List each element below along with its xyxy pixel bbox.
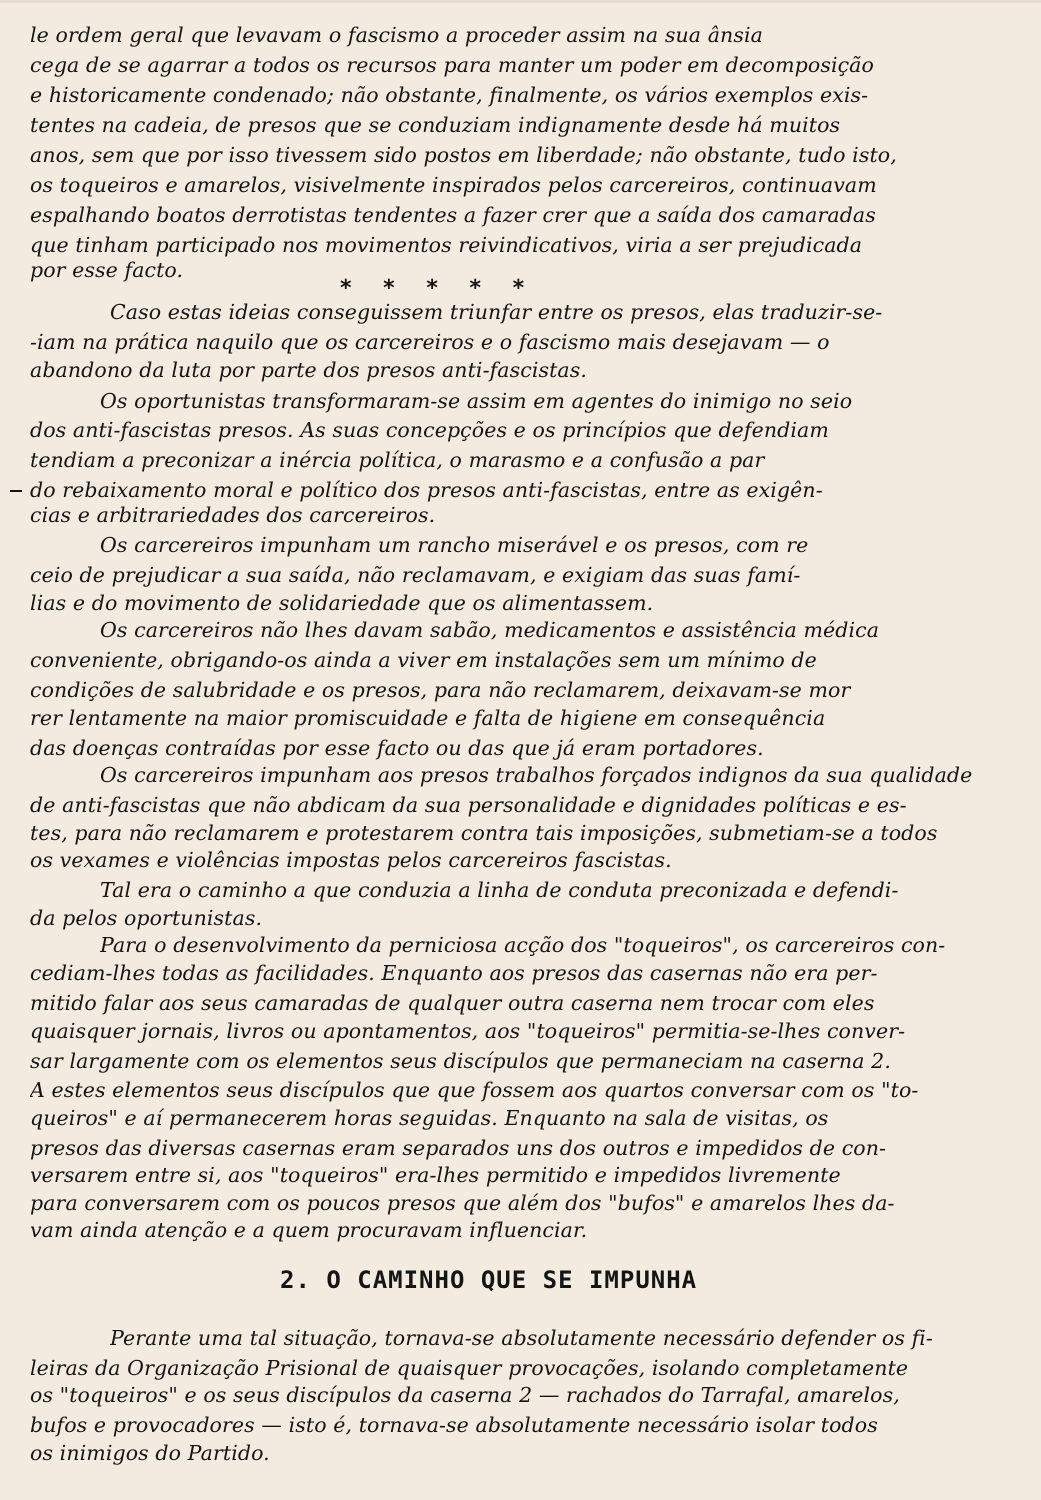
text-line: por esse facto. — [30, 258, 184, 282]
text-line: le ordem geral que levavam o fascismo a proceder assim na sua ânsia — [30, 23, 763, 47]
text-line: anos, sem que por isso tivessem sido postos em liberdade; não obstante, tudo isto, — [30, 143, 897, 167]
text-line: os vexames e violências impostas pelos carcereiros fascistas. — [30, 848, 672, 872]
text-line: bufos e provocadores — isto é, tornava-se absolutamente necessário isolar todos — [30, 1413, 878, 1437]
text-line: cega de se agarrar a todos os recursos para manter um poder em decomposição — [30, 53, 874, 77]
text-line: de anti-fascistas que não abdicam da sua personalidade e dignidades políticas e es- — [30, 793, 907, 817]
text-line: abandono da luta por parte dos presos anti-fascistas. — [30, 358, 587, 382]
text-line: leiras da Organização Prisional de quaisquer provocações, isolando completamente — [30, 1356, 909, 1380]
text-line: cias e arbitrariedades dos carcereiros. — [30, 503, 436, 527]
text-line: e historicamente condenado; não obstante, finalmente, os vários exemplos exis- — [30, 83, 869, 107]
text-line: os "toqueiros" e os seus discípulos da caserna 2 — rachados do Tarrafal, amarelos, — [30, 1383, 900, 1407]
text-line: da pelos oportunistas. — [30, 906, 263, 930]
text-line: rer lentamente na maior promiscuidade e falta de higiene em consequência — [30, 706, 826, 730]
text-line: queiros" e aí permanecerem horas seguidas. Enquanto na sala de visitas, os — [30, 1106, 829, 1130]
text-line: condições de salubridade e os presos, para não reclamarem, deixavam-se mor — [30, 678, 851, 702]
section-heading: 2. O CAMINHO QUE SE IMPUNHA — [280, 1266, 698, 1294]
text-line: quaisquer jornais, livros ou apontamentos, aos "toqueiros" permitia-se-lhes conver- — [30, 1019, 906, 1043]
text-line: Caso estas ideias conseguissem triunfar entre os presos, elas traduzir-se- — [110, 300, 883, 324]
text-line: Os carcereiros impunham um rancho miserável e os presos, com re — [100, 533, 809, 557]
text-line: presos das diversas casernas eram separados uns dos outros e impedidos de con- — [30, 1136, 887, 1160]
text-line: lias e do movimento de solidariedade que os alimentassem. — [30, 591, 654, 615]
text-line: das doenças contraídas por esse facto ou das que já eram portadores. — [30, 736, 764, 760]
section-separator-stars: * * * * * — [340, 276, 537, 301]
text-line: tes, para não reclamarem e protestarem contra tais imposições, submetiam-se a todos — [30, 821, 938, 845]
text-line: os inimigos do Partido. — [30, 1441, 270, 1465]
text-line: Perante uma tal situação, tornava-se absolutamente necessário defender os fi- — [110, 1326, 933, 1350]
text-line: Os carcereiros não lhes davam sabão, medicamentos e assistência médica — [100, 618, 880, 642]
page-edge — [0, 0, 1041, 3]
text-line: os toqueiros e amarelos, visivelmente inspirados pelos carcereiros, continuavam — [30, 173, 877, 197]
text-line: ceio de prejudicar a sua saída, não reclamavam, e exigiam das suas famí- — [30, 563, 801, 587]
text-line: Os carcereiros impunham aos presos trabalhos forçados indignos da sua qualidade — [100, 763, 973, 787]
text-line: mitido falar aos seus camaradas de qualquer outra caserna nem trocar com eles — [30, 991, 875, 1015]
text-line: cediam-lhes todas as facilidades. Enquanto aos presos das casernas não era per- — [30, 961, 878, 985]
text-line: Tal era o caminho a que conduzia a linha de conduta preconizada e defendi- — [100, 878, 899, 902]
text-line: Os oportunistas transformaram-se assim em agentes do inimigo no seio — [100, 389, 853, 413]
margin-dash — [10, 490, 22, 492]
text-line: que tinham participado nos movimentos reivindicativos, viria a ser prejudicada — [30, 233, 863, 257]
text-line: versarem entre si, aos "toqueiros" era-lhes permitido e impedidos livremente — [30, 1163, 841, 1187]
text-line: dos anti-fascistas presos. As suas concepções e os princípios que defendiam — [30, 418, 829, 442]
text-line: do rebaixamento moral e político dos presos anti-fascistas, entre as exigên- — [30, 478, 823, 502]
text-line: Para o desenvolvimento da perniciosa acção dos "toqueiros", os carcereiros con- — [100, 933, 946, 957]
text-line: tendiam a preconizar a inércia política, o marasmo e a confusão a par — [30, 448, 765, 472]
text-line: sar largamente com os elementos seus discípulos que permaneciam na caserna 2. — [30, 1049, 891, 1073]
text-line: vam ainda atenção e a quem procuravam influenciar. — [30, 1218, 588, 1242]
text-line: para conversarem com os poucos presos que além dos "bufos" e amarelos lhes da- — [30, 1191, 895, 1215]
text-line: -iam na prática naquilo que os carcereiros e o fascismo mais desejavam — o — [30, 330, 830, 354]
text-line: conveniente, obrigando-os ainda a viver em instalações sem um mínimo de — [30, 648, 817, 672]
text-line: A estes elementos seus discípulos que que fossem aos quartos conversar com os "to- — [30, 1078, 919, 1102]
text-line: tentes na cadeia, de presos que se conduziam indignamente desde há muitos — [30, 113, 841, 137]
text-line: espalhando boatos derrotistas tendentes a fazer crer que a saída dos camaradas — [30, 203, 876, 227]
